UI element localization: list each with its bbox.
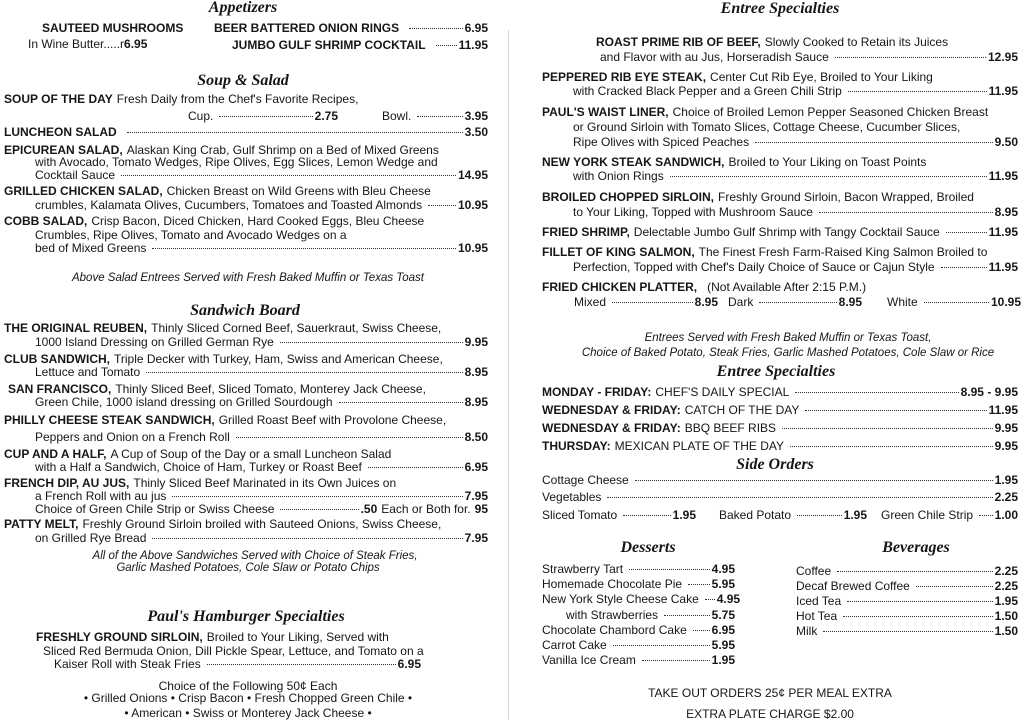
page-fold-divider — [508, 30, 509, 720]
menu-item-desc: Carrot Cake — [542, 638, 607, 652]
desserts-title: Desserts — [620, 539, 676, 556]
menu-item-entree — [542, 245, 987, 259]
menu-item-onion-rings: BEER BATTERED ONION RINGS 6.95 — [214, 21, 488, 35]
menu-item-desc: A Cup of Soup of the Day or a small Luncheon Salad — [110, 447, 392, 461]
appetizers-title: Appetizers — [208, 0, 278, 16]
menu-item-entree — [542, 190, 974, 204]
burger-choices: • American • Swiss or Monterey Jack Cheese • — [124, 706, 372, 720]
menu-item-desc: Perfection, Topped with Chef's Daily Choice of Sauce or Cajun Style — [573, 260, 935, 274]
menu-item-price: 6.95 — [711, 622, 735, 637]
dot-leader — [823, 631, 992, 632]
fried-chicken-white: White 10.95 — [887, 295, 1021, 309]
dot-leader — [339, 402, 463, 403]
menu-item-price: 5.95 — [711, 638, 735, 652]
menu-item-price: 11.95 — [988, 84, 1018, 98]
entree-note: Entrees Served with Fresh Baked Muffin or Texas Toast, — [644, 332, 932, 344]
menu-item-desc: with Cracked Black Pepper and a Green Chili Strip — [573, 84, 842, 98]
menu-item-desc: Sliced Red Bermuda Onion, Dill Pickle Spear, Lettuce, and Tomato on a — [43, 644, 424, 658]
menu-item-sandwich — [4, 352, 443, 366]
side-item: Vegetables 2.25 — [542, 490, 1018, 504]
soup-bowl-price: Bowl. 3.95 — [382, 109, 488, 123]
hamburger-title: Paul's Hamburger Specialties — [147, 608, 345, 625]
menu-item-desc: 1000 Island Dressing on Grilled German Rye — [35, 335, 274, 349]
dot-leader — [280, 342, 463, 343]
menu-item-desc: Hot Tea — [796, 609, 838, 623]
menu-item-name: SAN FRANCISCO, — [8, 382, 112, 396]
dot-leader — [755, 142, 993, 143]
menu-item-price: 1.50 — [994, 624, 1018, 638]
menu-item-desc: on Grilled Rye Bread — [35, 531, 147, 545]
menu-item-price: 4.95 — [711, 562, 735, 576]
entree-specialties-title: Entree Specialties — [720, 0, 840, 17]
dessert-item — [542, 638, 735, 652]
special-price: 11.95 — [988, 403, 1018, 417]
menu-item-desc: Decaf Brewed Coffee — [796, 579, 910, 593]
side-orders-title: Side Orders — [736, 456, 814, 473]
addon-price: .50 — [360, 502, 378, 516]
sandwich-board-title: Sandwich Board — [190, 302, 300, 319]
dot-leader — [172, 496, 462, 497]
menu-item-name: FRIED SHRIMP, — [542, 225, 630, 239]
menu-item-price-line — [573, 169, 1018, 183]
dot-leader — [847, 601, 992, 602]
menu-item-price: 5.95 — [711, 577, 735, 592]
menu-item-name: PAUL'S WAIST LINER, — [542, 105, 669, 119]
menu-item-sirloin-burger: FRESHLY GROUND SIRLOIN, Broiled to Your Liking, Served with — [36, 630, 389, 644]
menu-item-sandwich — [4, 476, 396, 490]
menu-item-price-line — [573, 205, 1018, 219]
dot-leader — [916, 586, 993, 587]
menu-item-desc: to Your Liking, Topped with Mushroom Sauce — [573, 205, 813, 219]
menu-item-price: 1.95 — [711, 653, 735, 668]
menu-item-desc: Homemade Chocolate Pie — [542, 577, 683, 592]
dessert-item — [566, 608, 735, 622]
dessert-item — [542, 562, 735, 576]
menu-item-desc: Slowly Cooked to Retain its Juices — [764, 35, 949, 49]
menu-item-desc: Lettuce and Tomato — [35, 365, 141, 379]
daily-special — [542, 439, 1018, 453]
menu-item-entree — [542, 155, 926, 169]
dessert-item — [542, 577, 735, 591]
menu-item-price: 7.95 — [464, 489, 488, 503]
salad-note: Above Salad Entrees Served with Fresh Baked Muffin or Texas Toast — [71, 272, 425, 284]
menu-item-desc: Coffee — [796, 564, 832, 578]
menu-item-cobb: COBB SALAD, Crisp Bacon, Diced Chicken, Hard Cooked Eggs, Bleu Cheese — [4, 214, 425, 228]
dot-leader — [843, 616, 993, 617]
menu-item-desc: Choice of Broiled Lemon Pepper Seasoned Chicken Breast — [672, 105, 989, 119]
menu-item-epicurean: EPICUREAN SALAD, Alaskan King Crab, Gulf Shrimp on a Bed of Mixed Greens — [4, 143, 439, 157]
menu-item-name: BROILED CHOPPED SIRLOIN, — [542, 190, 715, 204]
dessert-item — [542, 623, 735, 637]
menu-item-fried-chicken: FRIED CHICKEN PLATTER, (Not Available After 2:15 P.M.) — [542, 280, 867, 294]
addon-both-price: 95 — [474, 502, 488, 516]
dot-leader — [946, 232, 987, 233]
menu-item-name: FRENCH DIP, AU JUS, — [4, 476, 130, 490]
special-price: 9.95 — [994, 421, 1018, 435]
side-item: Green Chile Strip 1.00 — [881, 508, 1018, 522]
menu-item-desc: with Strawberries — [566, 607, 659, 622]
menu-item-desc: The Finest Fresh Farm-Raised King Salmon Broiled to — [698, 245, 988, 259]
soup-salad-title: Soup & Salad — [197, 72, 289, 89]
burger-choices: • Grilled Onions • Crisp Bacon • Fresh Chopped Green Chile • — [83, 691, 413, 705]
menu-item-entree — [596, 35, 948, 49]
menu-item-desc: with a Half a Sandwich, Choice of Ham, Turkey or Roast Beef — [35, 460, 362, 474]
menu-item-desc: or Ground Sirloin with Tomato Slices, Cottage Cheese, Cucumber Slices, — [573, 120, 961, 134]
daily-specials-title: Entree Specialties — [716, 363, 836, 380]
side-item: Sliced Tomato 1.95 — [542, 508, 696, 522]
menu-item-name: THE ORIGINAL REUBEN, — [4, 321, 148, 335]
menu-item-name: PEPPERED RIB EYE STEAK, — [542, 70, 707, 84]
side-item: Baked Potato 1.95 — [719, 508, 867, 522]
menu-item-soup: SOUP OF THE DAY Fresh Daily from the Chef's Favorite Recipes, — [4, 92, 359, 106]
dot-leader — [152, 538, 462, 539]
soup-cup-price: Cup. 2.75 — [188, 109, 338, 123]
dot-leader — [835, 57, 986, 58]
menu-item-price: 8.50 — [464, 430, 488, 444]
menu-item-price: 11.95 — [988, 260, 1018, 274]
special-name: CHEF'S DAILY SPECIAL — [655, 385, 790, 399]
daily-special — [542, 421, 1018, 435]
menu-item-price-line: Cocktail Sauce 14.95 — [35, 168, 488, 182]
menu-item-grilled-chicken: GRILLED CHICKEN SALAD, Chicken Breast on Wild Greens with Bleu Cheese — [4, 184, 431, 198]
menu-item-price: 8.95 — [464, 365, 488, 379]
menu-item-desc: Milk — [796, 624, 818, 638]
sandwich-note: All of the Above Sandwiches Served with Choice of Steak Fries, — [92, 550, 418, 562]
menu-item-desc: Peppers and Onion on a French Roll — [35, 430, 230, 444]
beverages-title: Beverages — [882, 539, 950, 556]
dot-leader — [837, 571, 993, 572]
special-price: 8.95 - 9.95 — [960, 385, 1018, 399]
dessert-item — [542, 653, 735, 667]
beverage-item — [796, 624, 1018, 638]
menu-item-price-line — [35, 430, 488, 444]
dot-leader — [848, 91, 987, 92]
menu-item-desc: with Onion Rings — [573, 169, 664, 183]
menu-item-desc: and Flavor with au Jus, Horseradish Sauce — [600, 50, 829, 64]
special-name: CATCH OF THE DAY — [684, 403, 800, 417]
dot-leader — [790, 446, 993, 447]
menu-item-desc: Triple Decker with Turkey, Ham, Swiss and American Cheese, — [114, 352, 443, 366]
menu-item-sandwich — [4, 413, 446, 427]
daily-special — [542, 385, 1018, 399]
dot-leader — [941, 267, 987, 268]
dot-leader — [805, 410, 986, 411]
addon-suffix: Each or Both for. — [381, 502, 471, 516]
special-day: WEDNESDAY & FRIDAY: — [542, 403, 681, 417]
menu-item-entree — [542, 225, 1018, 239]
dot-leader — [613, 645, 710, 646]
menu-item-price: 5.75 — [711, 607, 735, 622]
takeout-note: TAKE OUT ORDERS 25¢ PER MEAL EXTRA — [648, 686, 892, 700]
menu-item-desc: Chocolate Chambord Cake — [542, 622, 687, 637]
daily-special — [542, 403, 1018, 417]
dot-leader — [146, 372, 462, 373]
special-name: MEXICAN PLATE OF THE DAY — [614, 439, 785, 453]
menu-item-name: PHILLY CHEESE STEAK SANDWICH, — [4, 413, 215, 427]
menu-item-price: 8.95 — [464, 395, 488, 409]
menu-item-price-line — [573, 84, 1018, 98]
dot-leader — [705, 599, 715, 600]
menu-item-sandwich — [4, 517, 441, 531]
menu-item-sandwich — [4, 447, 391, 461]
menu-item-price-line: bed of Mixed Greens 10.95 — [35, 241, 488, 255]
menu-item-price-line: crumbles, Kalamata Olives, Cucumbers, Tomatoes and Toasted Almonds 10.95 — [35, 198, 488, 212]
menu-item-desc: New York Style Cheese Cake — [542, 592, 699, 607]
menu-item-price: 11.95 — [988, 225, 1018, 239]
special-price: 9.95 — [994, 439, 1018, 453]
menu-item-desc: Green Chile, 1000 island dressing on Grilled Sourdough — [35, 395, 333, 409]
menu-item-desc: Ripe Olives with Spiced Peaches — [573, 135, 750, 149]
dot-leader — [368, 467, 463, 468]
menu-item-entree — [542, 70, 933, 84]
menu-item-shrimp-cocktail: JUMBO GULF SHRIMP COCKTAIL 11.95 — [232, 38, 488, 52]
dessert-item — [542, 592, 741, 607]
menu-item-price-line — [573, 260, 1018, 274]
menu-item-desc: Thinly Sliced Corned Beef, Sauerkraut, Swiss Cheese, — [151, 321, 442, 335]
fried-chicken-dark: Dark 8.95 — [728, 295, 862, 309]
menu-item-price: 11.95 — [988, 169, 1018, 183]
menu-item-price-line: Kaiser Roll with Steak Fries 6.95 — [54, 657, 421, 671]
menu-item-price-line — [35, 489, 488, 503]
dot-leader — [670, 176, 987, 177]
french-dip-addon — [35, 502, 488, 516]
menu-item-price: 1.95 — [994, 594, 1018, 608]
dot-leader — [280, 509, 358, 510]
menu-item-luncheon: LUNCHEON SALAD 3.50 — [4, 125, 488, 139]
menu-item-price: 1.50 — [994, 609, 1018, 623]
fried-chicken-mixed: Mixed 8.95 — [574, 295, 718, 309]
dot-leader — [795, 392, 958, 393]
menu-item-desc: Thinly Sliced Beef Marinated in its Own Juices on — [133, 476, 397, 490]
menu-item-desc: a French Roll with au jus — [35, 489, 167, 503]
menu-item-desc: Vanilla Ice Cream — [542, 653, 636, 668]
menu-item-price: 2.25 — [994, 579, 1018, 593]
beverage-item — [796, 564, 1018, 578]
dot-leader — [688, 584, 710, 585]
menu-item-desc: Broiled to Your Liking on Toast Points — [728, 155, 927, 169]
menu-item-desc: Iced Tea — [796, 594, 842, 608]
menu-item-price-line — [35, 531, 488, 545]
dot-leader — [782, 428, 993, 429]
dot-leader — [819, 212, 993, 213]
beverage-item — [796, 594, 1018, 608]
dot-leader — [664, 615, 710, 616]
menu-item-desc: Crumbles, Ripe Olives, Tomato and Avocado Wedges on a — [35, 228, 347, 242]
menu-item-price: 12.95 — [987, 50, 1018, 64]
menu-item-desc: In Wine Butter.....r 6.95 — [28, 37, 148, 51]
menu-item-sandwich — [4, 321, 441, 335]
menu-item-price-line — [35, 460, 488, 474]
menu-item-desc: Thinly Sliced Beef, Sliced Tomato, Monterey Jack Cheese, — [115, 382, 426, 396]
menu-item-name: ROAST PRIME RIB OF BEEF, — [596, 35, 761, 49]
special-day: THURSDAY: — [542, 439, 611, 453]
side-item: Cottage Cheese 1.95 — [542, 473, 1018, 487]
addon-desc: Choice of Green Chile Strip or Swiss Cheese — [35, 502, 275, 516]
beverage-item — [796, 579, 1018, 593]
dot-leader — [629, 569, 710, 570]
menu-item-price: 7.95 — [464, 531, 488, 545]
sandwich-note: Garlic Mashed Potatoes, Cole Slaw or Potato Chips — [116, 562, 380, 574]
menu-item-price: 2.25 — [994, 564, 1018, 578]
menu-item-desc: Strawberry Tart — [542, 562, 624, 576]
menu-item-desc: with Avocado, Tomato Wedges, Ripe Olives, Egg Slices, Lemon Wedge and — [35, 155, 438, 169]
dot-leader — [236, 437, 463, 438]
menu-item-price-line — [35, 365, 488, 379]
menu-item-price: 4.95 — [716, 592, 741, 607]
menu-item-desc: Grilled Roast Beef with Provolone Cheese, — [218, 413, 447, 427]
menu-item-name: CLUB SANDWICH, — [4, 352, 110, 366]
menu-item-price-line — [600, 50, 1018, 64]
menu-item-desc: Freshly Ground Sirloin, Bacon Wrapped, Broiled — [718, 190, 974, 204]
menu-item-name: FILLET OF KING SALMON, — [542, 245, 695, 259]
special-name: BBQ BEEF RIBS — [684, 421, 777, 435]
special-day: WEDNESDAY & FRIDAY: — [542, 421, 681, 435]
special-day: MONDAY - FRIDAY: — [542, 385, 652, 399]
menu-item-sauteed-mushrooms: SAUTEED MUSHROOMS — [42, 21, 184, 35]
menu-item-price: 9.95 — [464, 335, 488, 349]
extra-plate-note: EXTRA PLATE CHARGE $2.00 — [686, 707, 854, 721]
dot-leader — [693, 630, 710, 631]
menu-item-price: 8.95 — [994, 205, 1018, 219]
menu-item-price-line — [35, 335, 488, 349]
menu-item-name: NEW YORK STEAK SANDWICH, — [542, 155, 725, 169]
dot-leader — [642, 660, 710, 661]
menu-item-price: 9.50 — [994, 135, 1018, 149]
entree-note: Choice of Baked Potato, Steak Fries, Garlic Mashed Potatoes, Cole Slaw or Rice — [581, 347, 995, 359]
menu-item-price: 6.95 — [464, 460, 488, 474]
beverage-item — [796, 609, 1018, 623]
menu-item-name: CUP AND A HALF, — [4, 447, 107, 461]
menu-item-sandwich — [8, 382, 426, 396]
menu-item-desc: Freshly Ground Sirloin broiled with Sauteed Onions, Swiss Cheese, — [82, 517, 442, 531]
burger-choices-heading: Choice of the Following 50¢ Each — [158, 679, 338, 693]
menu-item-entree — [542, 105, 988, 119]
menu-item-price-line — [573, 135, 1018, 149]
menu-item-name: PATTY MELT, — [4, 517, 79, 531]
menu-item-desc: Delectable Jumbo Gulf Shrimp with Tangy Cocktail Sauce — [633, 225, 940, 239]
menu-item-desc: Center Cut Rib Eye, Broiled to Your Liking — [710, 70, 933, 84]
menu-item-price-line — [35, 395, 488, 409]
